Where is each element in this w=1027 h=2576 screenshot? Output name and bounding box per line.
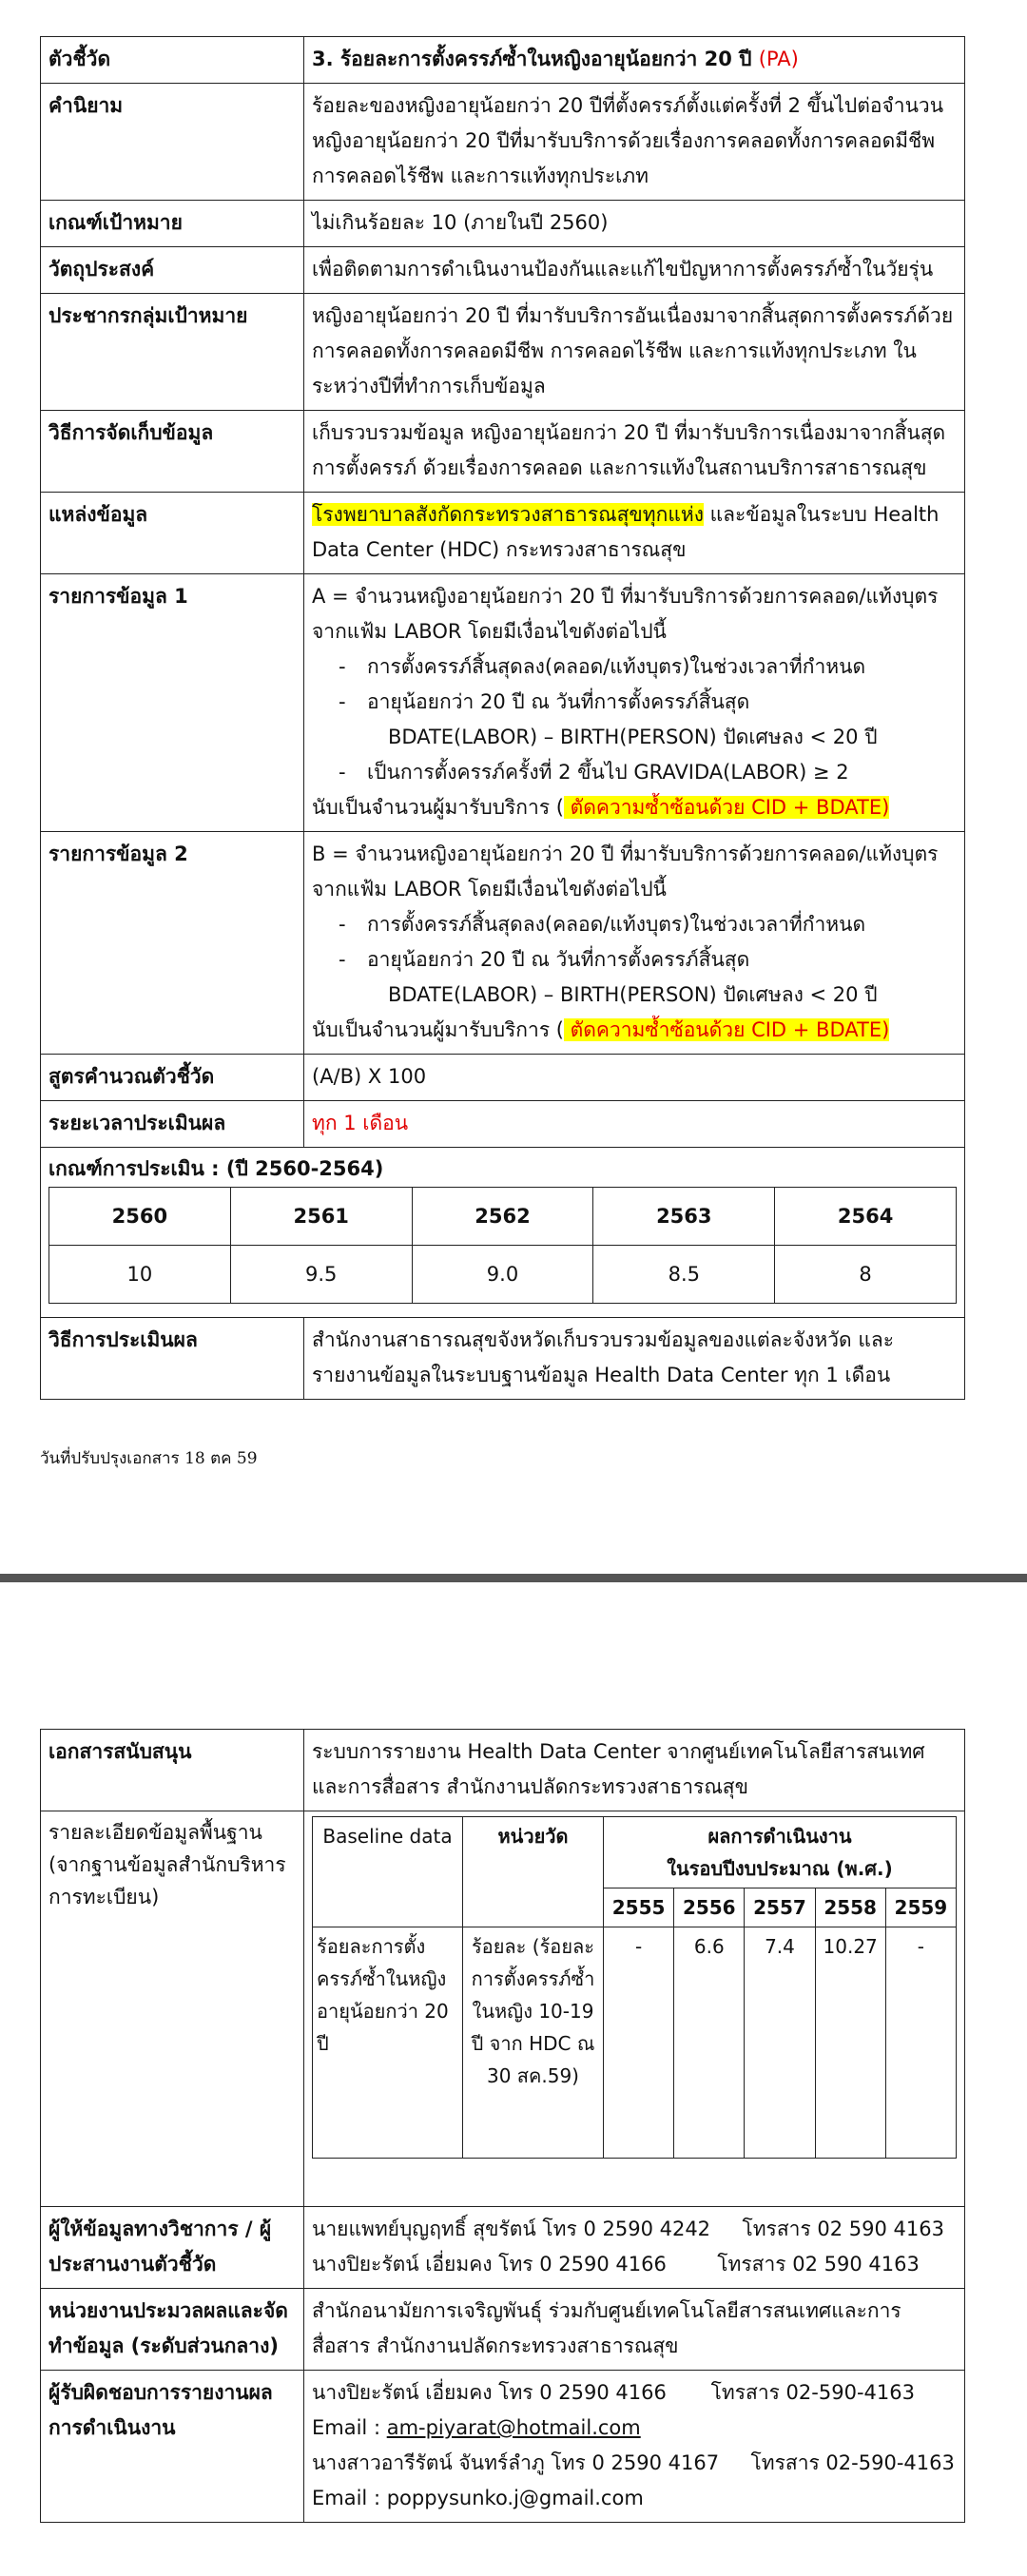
support-label: เอกสารสนับสนุน xyxy=(41,1730,304,1811)
row-definition xyxy=(41,84,965,201)
criteria-year: 2563 xyxy=(593,1188,775,1246)
baseline-year: 2558 xyxy=(815,1888,885,1927)
indicator-tag: (PA) xyxy=(758,48,799,70)
baseline-row-unit: ร้อยละ (ร้อยละการตั้งครรภ์ซ้ำในหญิง 10-19 ปี จาก HDC ณ 30 สค.59) xyxy=(463,1927,604,2159)
baseline-value: - xyxy=(604,1927,674,2159)
item2-intro: B = จำนวนหญิงอายุน้อยกว่า 20 ปี ที่มารับบริการด้วยการคลอด/แท้งบุตรจากแฟ้ม LABOR โดยมีเงื่อนไขดังต่อไปนี้ xyxy=(312,843,939,901)
period-value: ทุก 1 เดือน xyxy=(304,1101,965,1148)
formula-label: สูตรคำนวณตัวชี้วัด xyxy=(41,1055,304,1101)
contact-label: ผู้ให้ข้อมูลทางวิชาการ / ผู้ประสานงานตัวชี้วัด xyxy=(41,2207,304,2289)
item1-bullet-3: เป็นการตั้งครรภ์ครั้งที่ 2 ขึ้นไป GRAVIDA(LABOR) ≥ 2 xyxy=(367,761,849,784)
baseline-year: 2556 xyxy=(674,1888,745,1927)
item1-count: นับเป็นจำนวนผู้มารับบริการ ( xyxy=(312,796,564,819)
item1-dedup: ตัดความซ้ำซ้อนด้วย CID + BDATE) xyxy=(563,796,890,819)
row-method xyxy=(41,1318,965,1400)
responsible-fax-2: โทรสาร 02-590-4163 xyxy=(750,2451,955,2474)
criteria-value: 9.0 xyxy=(412,1246,593,1304)
criteria-value: 10 xyxy=(49,1246,231,1304)
email-link-1[interactable]: am-piyarat@hotmail.com xyxy=(386,2416,641,2439)
row-source xyxy=(41,493,965,574)
row-population xyxy=(41,294,965,411)
source-rest: และข้อมูลในระบบ Health Data Center (HDC) กระทรวงสาธารณสุข xyxy=(312,503,940,561)
baseline-year: 2559 xyxy=(885,1888,956,1927)
row-collection xyxy=(41,411,965,493)
population-label: ประชากรกลุ่มเป้าหมาย xyxy=(41,294,304,411)
page-separator xyxy=(0,1574,1027,1582)
criteria-year: 2560 xyxy=(49,1188,231,1246)
item1-bullet-1: การตั้งครรภ์สิ้นสุดลง(คลอด/แท้งบุตร)ในช่วงเวลาที่กำหนด xyxy=(367,655,866,678)
baseline-col-data: Baseline data xyxy=(313,1817,463,1927)
baseline-col-result: ผลการดำเนินงาน xyxy=(707,1825,852,1848)
item2-count: นับเป็นจำนวนผู้มารับบริการ ( xyxy=(312,1018,564,1041)
baseline-label: รายละเอียดข้อมูลพื้นฐาน xyxy=(48,1821,262,1844)
target-value: ไม่เกินร้อยละ 10 (ภายในปี 2560) xyxy=(304,201,965,247)
criteria-year: 2564 xyxy=(775,1188,957,1246)
email-label: Email : xyxy=(312,2416,387,2439)
item1-bullet-2: อายุน้อยกว่า 20 ปี ณ วันที่การตั้งครรภ์สิ้นสุด xyxy=(367,690,750,713)
support-value: ระบบการรายงาน Health Data Center จากศูนย์เทคโนโลยีสารสนเทศและการสื่อสาร สำนักงานปลัดกระทรวงสาธารณสุข xyxy=(304,1730,965,1811)
contact-person-2: นางปิยะรัตน์ เอี่ยมคง โทร 0 2590 4166 xyxy=(312,2253,667,2276)
baseline-value: - xyxy=(885,1927,956,2159)
contact-person-1: นายแพทย์บุญฤทธิ์ สุขรัตน์ โทร 0 2590 4242 xyxy=(312,2218,711,2240)
row-target xyxy=(41,201,965,247)
definition-label: คำนิยาม xyxy=(41,84,304,201)
criteria-table xyxy=(48,1187,957,1304)
baseline-label-sub: (จากฐานข้อมูลสำนักบริหารการทะเบียน) xyxy=(48,1853,286,1908)
baseline-col-result-sub: ในรอบปีงบประมาณ (พ.ศ.) xyxy=(667,1857,893,1880)
criteria-value: 8.5 xyxy=(593,1246,775,1304)
row-objective xyxy=(41,247,965,294)
processing-value: สำนักอนามัยการเจริญพันธุ์ ร่วมกับศูนย์เทคโนโลยีสารสนเทศและการสื่อสาร สำนักงานปลัดกระทรวงสาธารณสุข xyxy=(304,2289,965,2371)
responsible-fax-1: โทรสาร 02-590-4163 xyxy=(710,2381,915,2404)
responsible-label: ผู้รับผิดชอบการรายงานผลการดำเนินงาน xyxy=(41,2371,304,2523)
item1-label: รายการข้อมูล 1 xyxy=(41,574,304,832)
row-period xyxy=(41,1101,965,1148)
objective-value: เพื่อติดตามการดำเนินงานป้องกันและแก้ไขปัญหาการตั้งครรภ์ซ้ำในวัยรุ่น xyxy=(304,247,965,294)
item2-bullet-1: การตั้งครรภ์สิ้นสุดลง(คลอด/แท้งบุตร)ในช่วงเวลาที่กำหนด xyxy=(367,913,866,936)
target-label: เกณฑ์เป้าหมาย xyxy=(41,201,304,247)
criteria-year-row xyxy=(49,1188,957,1246)
row-baseline xyxy=(41,1811,965,2207)
baseline-value: 7.4 xyxy=(745,1927,815,2159)
source-label: แหล่งข้อมูล xyxy=(41,493,304,574)
baseline-col-unit: หน่วยวัด xyxy=(463,1817,604,1927)
row-responsible xyxy=(41,2371,965,2523)
revision-date: วันที่ปรับปรุงเอกสาร 18 ตค 59 xyxy=(40,1449,258,1468)
criteria-value-row xyxy=(49,1246,957,1304)
item2-label: รายการข้อมูล 2 xyxy=(41,832,304,1055)
support-table xyxy=(40,1729,965,2523)
source-highlight: โรงพยาบาลสังกัดกระทรวงสาธารณสุขทุกแห่ง xyxy=(312,503,704,526)
item2-bullet-2-sub: BDATE(LABOR) – BIRTH(PERSON) ปัดเศษลง < 20 ปี xyxy=(388,983,878,1006)
criteria-year: 2562 xyxy=(412,1188,593,1246)
baseline-year: 2555 xyxy=(604,1888,674,1927)
collection-label: วิธีการจัดเก็บข้อมูล xyxy=(41,411,304,493)
objective-label: วัตถุประสงค์ xyxy=(41,247,304,294)
row-criteria xyxy=(41,1148,965,1318)
method-value: สำนักงานสาธารณสุขจังหวัดเก็บรวบรวมข้อมูลของแต่ละจังหวัด และรายงานข้อมูลในระบบฐานข้อมูล Health Data Center ทุก 1 เดือน xyxy=(304,1318,965,1400)
email-label: Email : xyxy=(312,2487,387,2509)
criteria-label: เกณฑ์การประเมิน : (ปี 2560-2564) xyxy=(48,1157,384,1180)
item1-intro: A = จำนวนหญิงอายุน้อยกว่า 20 ปี ที่มารับบริการด้วยการคลอด/แท้งบุตรจากแฟ้ม LABOR โดยมีเงื่อนไขดังต่อไปนี้ xyxy=(312,585,939,643)
definition-value: ร้อยละของหญิงอายุน้อยกว่า 20 ปีที่ตั้งครรภ์ตั้งแต่ครั้งที่ 2 ขึ้นไปต่อจำนวนหญิงอายุน้อยกว่า 20 ปีที่มารับบริการด้วยเรื่องการคลอดทั้งการคลอดมีชีพ การคลอดไร้ชีพ และการแท้งทุกประเภท xyxy=(304,84,965,201)
baseline-value: 6.6 xyxy=(674,1927,745,2159)
item1-bullet-2-sub: BDATE(LABOR) – BIRTH(PERSON) ปัดเศษลง < 20 ปี xyxy=(388,726,878,748)
baseline-row-data: ร้อยละการตั้งครรภ์ซ้ำในหญิงอายุน้อยกว่า 20 ปี xyxy=(313,1927,463,2159)
period-label: ระยะเวลาประเมินผล xyxy=(41,1101,304,1148)
baseline-data-row xyxy=(313,1927,957,2159)
baseline-table xyxy=(312,1816,957,2159)
baseline-value: 10.27 xyxy=(815,1927,885,2159)
responsible-person-1: นางปิยะรัตน์ เอี่ยมคง โทร 0 2590 4166 xyxy=(312,2381,667,2404)
row-contact xyxy=(41,2207,965,2289)
document-page-2 xyxy=(0,1586,1027,2576)
item2-bullet-2: อายุน้อยกว่า 20 ปี ณ วันที่การตั้งครรภ์สิ้นสุด xyxy=(367,948,750,971)
responsible-person-2: นางสาวอารีรัตน์ จันทร์ลำภู โทร 0 2590 4167 xyxy=(312,2451,720,2474)
contact-fax-1: โทรสาร 02 590 4163 xyxy=(742,2218,945,2240)
row-processing xyxy=(41,2289,965,2371)
criteria-year: 2561 xyxy=(230,1188,412,1246)
collection-value: เก็บรวบรวมข้อมูล หญิงอายุน้อยกว่า 20 ปี ที่มารับบริการเนื่องมาจากสิ้นสุดการตั้งครรภ์ ด้วยเรื่องการคลอด และการแท้งในสถานบริการสาธารณสุข xyxy=(304,411,965,493)
processing-label: หน่วยงานประมวลผลและจัดทำข้อมูล (ระดับส่วนกลาง) xyxy=(41,2289,304,2371)
email-2: poppysunko.j@gmail.com xyxy=(386,2487,644,2509)
row-formula xyxy=(41,1055,965,1101)
indicator-title: 3. ร้อยละการตั้งครรภ์ซ้ำในหญิงอายุน้อยกว่า 20 ปี xyxy=(312,48,752,70)
population-value: หญิงอายุน้อยกว่า 20 ปี ที่มารับบริการอันเนื่องมาจากสิ้นสุดการตั้งครรภ์ด้วยการคลอดทั้งการคลอดมีชีพ การคลอดไร้ชีพ และการแท้งทุกประเภท ในระหว่างปีที่ทำการเก็บข้อมูล xyxy=(304,294,965,411)
item2-dedup: ตัดความซ้ำซ้อนด้วย CID + BDATE) xyxy=(563,1018,890,1041)
criteria-value: 9.5 xyxy=(230,1246,412,1304)
indicator-table xyxy=(40,36,965,1400)
method-label: วิธีการประเมินผล xyxy=(41,1318,304,1400)
indicator-label: ตัวชี้วัด xyxy=(41,37,304,84)
row-item1: รายการข้อมูล 1 A = จำนวนหญิงอายุน้อยกว่า 20 ปี ที่มารับบริการด้วยการคลอด/แท้งบุตรจากแฟ้ม LABOR โดยมีเงื่อนไขดังต่อไปนี้ - การตั้งครรภ์สิ้นสุดลง(คลอด/แท้งบุตร)ในช่วงเวลาที่กำหนด - อายุน้อยกว่า 20 ปี ณ วันที่การตั้งครรภ์สิ้นสุด BDATE(LABOR) – BIRTH(PERSON) ปัดเศษลง < 20 ปี - เป็นการตั้งครรภ์ครั้งที่ 2 ขึ้นไป GRAVIDA(LABOR) ≥ 2 นับเป็นจำนวนผู้มารับบริการ ( ตัดความซ้ำซ้อนด้วย CID + BDATE) xyxy=(41,574,965,832)
formula-value: (A/B) X 100 xyxy=(304,1055,965,1101)
baseline-year: 2557 xyxy=(745,1888,815,1927)
row-indicator xyxy=(41,37,965,84)
criteria-value: 8 xyxy=(775,1246,957,1304)
contact-fax-2: โทรสาร 02 590 4163 xyxy=(717,2253,920,2276)
row-item2: รายการข้อมูล 2 B = จำนวนหญิงอายุน้อยกว่า 20 ปี ที่มารับบริการด้วยการคลอด/แท้งบุตรจากแฟ้ม LABOR โดยมีเงื่อนไขดังต่อไปนี้ - การตั้งครรภ์สิ้นสุดลง(คลอด/แท้งบุตร)ในช่วงเวลาที่กำหนด - อายุน้อยกว่า 20 ปี ณ วันที่การตั้งครรภ์สิ้นสุด BDATE(LABOR) – BIRTH(PERSON) ปัดเศษลง < 20 ปี นับเป็นจำนวนผู้มารับบริการ ( ตัดความซ้ำซ้อนด้วย CID + BDATE) xyxy=(41,832,965,1055)
row-support xyxy=(41,1730,965,1811)
